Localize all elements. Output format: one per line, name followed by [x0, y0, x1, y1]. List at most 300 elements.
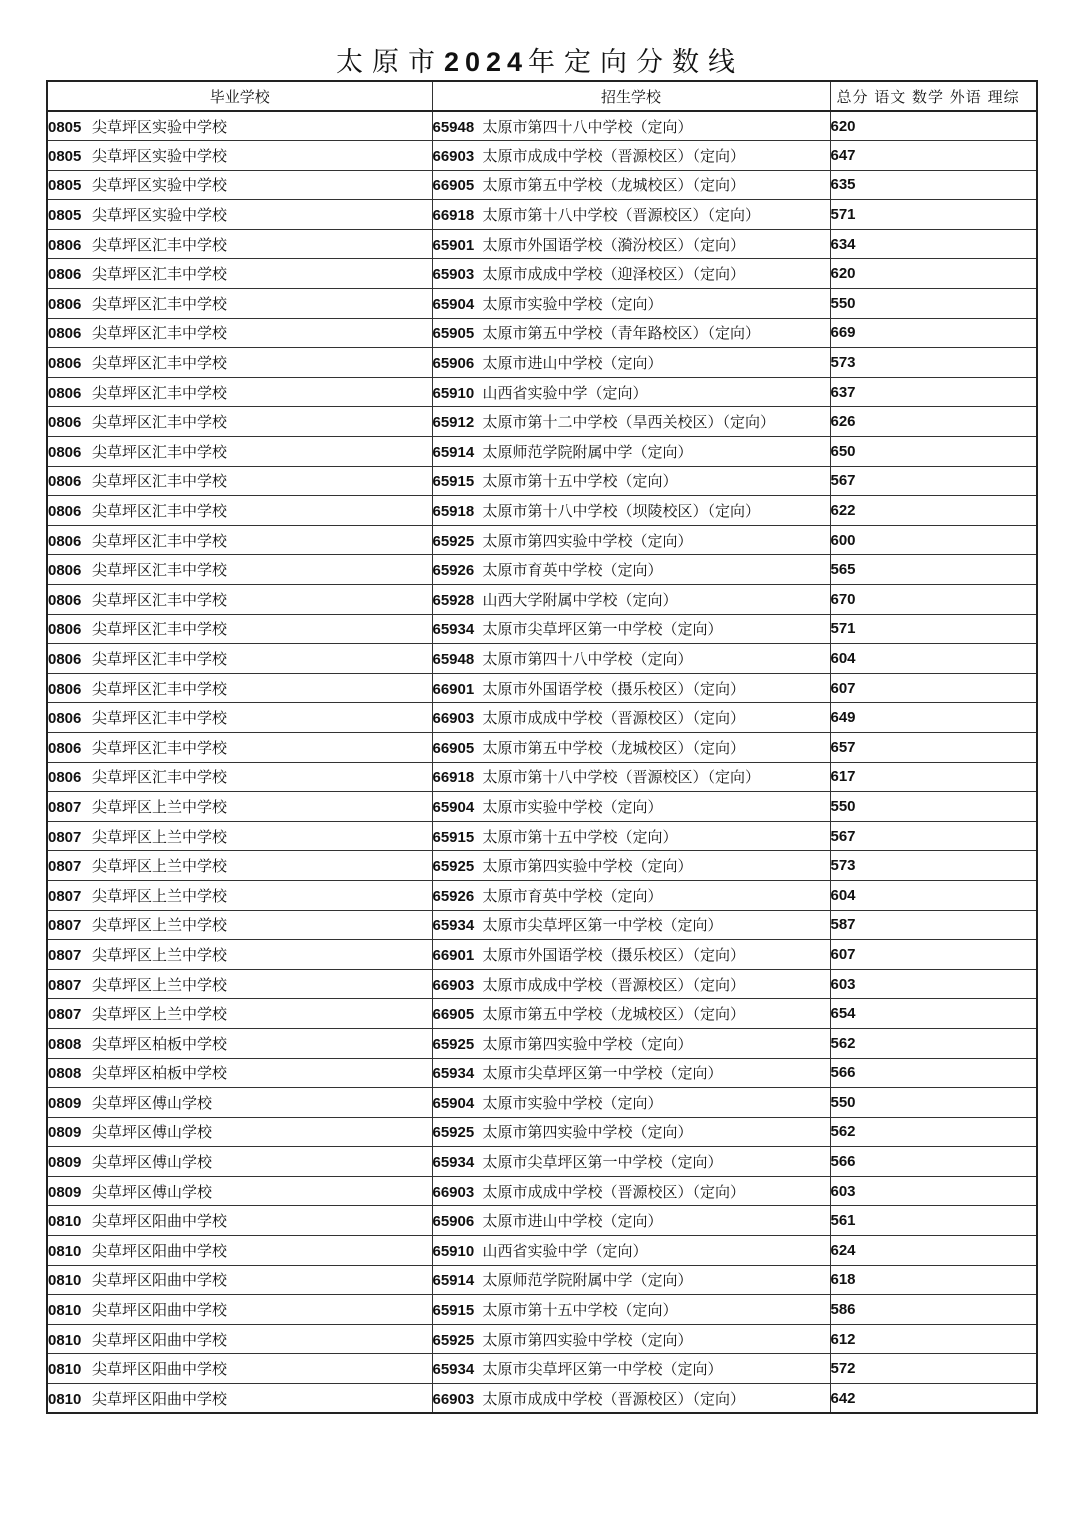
enroll-school-code: 66918 — [432, 207, 475, 225]
enroll-school-code: 65925 — [432, 532, 475, 550]
graduate-school-name: 尖草坪区汇丰中学校 — [92, 561, 228, 580]
total-score: 637 — [830, 377, 1037, 407]
enroll-school-name: 太原市进山中学校（定向） — [482, 1212, 663, 1231]
total-score: 624 — [830, 1236, 1037, 1266]
table-row — [47, 437, 1037, 467]
enroll-school-code: 66903 — [432, 147, 475, 165]
enroll-school-name: 太原市第四十八中学校（定向） — [482, 117, 693, 136]
enroll-school-cell — [432, 703, 830, 733]
graduate-school-name: 尖草坪区汇丰中学校 — [92, 679, 228, 698]
total-score: 573 — [830, 851, 1037, 881]
enroll-school-cell — [432, 1384, 830, 1414]
graduate-school-cell — [47, 673, 432, 703]
table-row — [47, 999, 1037, 1029]
enroll-school-cell — [432, 259, 830, 289]
graduate-school-code: 0806 — [48, 384, 82, 402]
enroll-school-code: 65915 — [432, 1302, 475, 1320]
graduate-school-cell — [47, 1176, 432, 1206]
graduate-school-code: 0806 — [48, 414, 82, 432]
enroll-school-name: 太原市成成中学校（晋源校区）（定向） — [482, 146, 746, 165]
table-row — [47, 289, 1037, 319]
graduate-school-cell — [47, 762, 432, 792]
graduate-school-code: 0806 — [48, 266, 82, 284]
enroll-school-name: 太原市育英中学校（定向） — [482, 561, 663, 580]
enroll-school-cell — [432, 555, 830, 585]
enroll-school-cell — [432, 111, 830, 141]
enroll-school-cell — [432, 1265, 830, 1295]
enroll-school-cell — [432, 1176, 830, 1206]
graduate-school-code: 0810 — [48, 1361, 82, 1379]
graduate-school-name: 尖草坪区上兰中学校 — [92, 886, 228, 905]
enroll-school-name: 太原市外国语学校（摄乐校区）（定向） — [482, 679, 746, 698]
enroll-school-code: 65904 — [432, 1094, 475, 1112]
graduate-school-cell — [47, 1324, 432, 1354]
total-score: 586 — [830, 1295, 1037, 1325]
enroll-school-name: 太原市第四实验中学校（定向） — [482, 1330, 693, 1349]
enroll-school-code: 66903 — [432, 976, 475, 994]
enroll-school-code: 65934 — [432, 1065, 475, 1083]
graduate-school-name: 尖草坪区汇丰中学校 — [92, 620, 228, 639]
table-row — [47, 910, 1037, 940]
enroll-school-code: 65934 — [432, 917, 475, 935]
enroll-school-cell — [432, 525, 830, 555]
enroll-school-code: 65914 — [432, 1272, 475, 1290]
graduate-school-name: 尖草坪区上兰中学校 — [92, 945, 228, 964]
enroll-school-cell — [432, 673, 830, 703]
graduate-school-code: 0806 — [48, 680, 82, 698]
graduate-school-name: 尖草坪区汇丰中学校 — [92, 354, 228, 373]
graduate-school-name: 尖草坪区汇丰中学校 — [92, 531, 228, 550]
enroll-school-cell — [432, 851, 830, 881]
total-score: 567 — [830, 466, 1037, 496]
graduate-school-code: 0809 — [48, 1094, 82, 1112]
enroll-school-cell — [432, 999, 830, 1029]
table-row — [47, 170, 1037, 200]
graduate-school-code: 0809 — [48, 1124, 82, 1142]
enroll-school-name: 太原市第四实验中学校（定向） — [482, 1123, 693, 1142]
title-year: 2024 — [443, 47, 529, 77]
table-row — [47, 1236, 1037, 1266]
graduate-school-code: 0807 — [48, 887, 82, 905]
total-score: 550 — [830, 289, 1037, 319]
graduate-school-code: 0806 — [48, 236, 82, 254]
enroll-school-cell — [432, 910, 830, 940]
table-row — [47, 792, 1037, 822]
graduate-school-name: 尖草坪区阳曲中学校 — [92, 1301, 228, 1320]
graduate-school-cell — [47, 229, 432, 259]
graduate-school-name: 尖草坪区阳曲中学校 — [92, 1271, 228, 1290]
table-row — [47, 1176, 1037, 1206]
enroll-school-name: 太原市尖草坪区第一中学校（定向） — [482, 1360, 723, 1379]
table-row — [47, 1028, 1037, 1058]
graduate-school-name: 尖草坪区上兰中学校 — [92, 827, 228, 846]
enroll-school-name: 太原市第十八中学校（坝陵校区）（定向） — [482, 502, 761, 521]
title-suffix: 年定向分数线 — [528, 47, 745, 78]
enroll-school-name: 太原市外国语学校（漪汾校区）（定向） — [482, 235, 746, 254]
graduate-school-code: 0805 — [48, 118, 82, 136]
graduate-school-code: 0806 — [48, 710, 82, 728]
table-row — [47, 821, 1037, 851]
header-scores: 总分 语文 数学 外语 理综 — [830, 81, 1037, 111]
graduate-school-cell — [47, 200, 432, 230]
graduate-school-code: 0807 — [48, 976, 82, 994]
graduate-school-name: 尖草坪区汇丰中学校 — [92, 649, 228, 668]
enroll-school-cell — [432, 644, 830, 674]
graduate-school-cell — [47, 496, 432, 526]
graduate-school-cell — [47, 880, 432, 910]
enroll-school-cell — [432, 1147, 830, 1177]
graduate-school-name: 尖草坪区上兰中学校 — [92, 1005, 228, 1024]
graduate-school-code: 0806 — [48, 295, 82, 313]
graduate-school-name: 尖草坪区上兰中学校 — [92, 797, 228, 816]
table-row — [47, 259, 1037, 289]
graduate-school-cell — [47, 821, 432, 851]
enroll-school-cell — [432, 496, 830, 526]
graduate-school-code: 0806 — [48, 591, 82, 609]
graduate-school-cell — [47, 999, 432, 1029]
enroll-school-code: 65901 — [432, 236, 475, 254]
graduate-school-name: 尖草坪区汇丰中学校 — [92, 709, 228, 728]
header-enroll-school: 招生学校 — [432, 81, 830, 111]
enroll-school-cell — [432, 466, 830, 496]
graduate-school-code: 0805 — [48, 147, 82, 165]
enroll-school-cell — [432, 170, 830, 200]
graduate-school-name: 尖草坪区汇丰中学校 — [92, 590, 228, 609]
table-row — [47, 969, 1037, 999]
graduate-school-cell — [47, 348, 432, 378]
enroll-school-name: 太原市第四实验中学校（定向） — [482, 857, 693, 876]
enroll-school-cell — [432, 1324, 830, 1354]
enroll-school-code: 65948 — [432, 118, 475, 136]
enroll-school-code: 66903 — [432, 710, 475, 728]
graduate-school-code: 0807 — [48, 798, 82, 816]
graduate-school-code: 0810 — [48, 1213, 82, 1231]
graduate-school-name: 尖草坪区柏板中学校 — [92, 1064, 228, 1083]
enroll-school-cell — [432, 437, 830, 467]
enroll-school-code: 65904 — [432, 295, 475, 313]
enroll-school-name: 太原市外国语学校（摄乐校区）（定向） — [482, 945, 746, 964]
enroll-school-cell — [432, 407, 830, 437]
enroll-school-name: 太原市第十五中学校（定向） — [482, 827, 678, 846]
graduate-school-cell — [47, 1206, 432, 1236]
enroll-school-code: 65928 — [432, 591, 475, 609]
graduate-school-code: 0807 — [48, 1006, 82, 1024]
graduate-school-cell — [47, 1088, 432, 1118]
enroll-school-code: 65906 — [432, 1213, 475, 1231]
total-score: 562 — [830, 1117, 1037, 1147]
graduate-school-cell — [47, 141, 432, 171]
graduate-school-cell — [47, 585, 432, 615]
enroll-school-cell — [432, 289, 830, 319]
graduate-school-name: 尖草坪区汇丰中学校 — [92, 472, 228, 491]
table-row — [47, 1147, 1037, 1177]
graduate-school-name: 尖草坪区傅山学校 — [92, 1153, 213, 1172]
enroll-school-name: 山西大学附属中学校（定向） — [482, 590, 678, 609]
graduate-school-code: 0808 — [48, 1065, 82, 1083]
table-row — [47, 348, 1037, 378]
total-score: 607 — [830, 940, 1037, 970]
enroll-school-code: 65934 — [432, 621, 475, 639]
total-score: 566 — [830, 1058, 1037, 1088]
table-row — [47, 141, 1037, 171]
table-row — [47, 496, 1037, 526]
graduate-school-cell — [47, 377, 432, 407]
total-score: 600 — [830, 525, 1037, 555]
graduate-school-cell — [47, 259, 432, 289]
enroll-school-code: 65912 — [432, 414, 475, 432]
enroll-school-cell — [432, 880, 830, 910]
total-score: 650 — [830, 437, 1037, 467]
enroll-school-name: 太原市第四实验中学校（定向） — [482, 1034, 693, 1053]
enroll-school-code: 66905 — [432, 1006, 475, 1024]
enroll-school-code: 66903 — [432, 1390, 475, 1408]
enroll-school-name: 山西省实验中学（定向） — [482, 383, 648, 402]
table-row — [47, 703, 1037, 733]
graduate-school-cell — [47, 732, 432, 762]
graduate-school-code: 0806 — [48, 355, 82, 373]
table-row — [47, 555, 1037, 585]
total-score: 587 — [830, 910, 1037, 940]
table-row — [47, 466, 1037, 496]
graduate-school-cell — [47, 969, 432, 999]
graduate-school-cell — [47, 910, 432, 940]
enroll-school-name: 太原市成成中学校（晋源校区）（定向） — [482, 975, 746, 994]
header-row — [47, 81, 1037, 111]
total-score: 620 — [830, 259, 1037, 289]
graduate-school-cell — [47, 318, 432, 348]
enroll-school-name: 太原市第四十八中学校（定向） — [482, 649, 693, 668]
graduate-school-name: 尖草坪区实验中学校 — [92, 176, 228, 195]
enroll-school-name: 太原市育英中学校（定向） — [482, 886, 663, 905]
total-score: 603 — [830, 969, 1037, 999]
total-score: 550 — [830, 1088, 1037, 1118]
total-score: 618 — [830, 1265, 1037, 1295]
enroll-school-cell — [432, 1236, 830, 1266]
enroll-school-code: 65925 — [432, 1331, 475, 1349]
enroll-school-code: 65934 — [432, 1154, 475, 1172]
graduate-school-name: 尖草坪区汇丰中学校 — [92, 442, 228, 461]
total-score: 669 — [830, 318, 1037, 348]
total-score: 550 — [830, 792, 1037, 822]
enroll-school-code: 65926 — [432, 887, 475, 905]
enroll-school-name: 太原市实验中学校（定向） — [482, 1093, 663, 1112]
table-row — [47, 1265, 1037, 1295]
graduate-school-cell — [47, 170, 432, 200]
enroll-school-cell — [432, 821, 830, 851]
enroll-school-code: 65905 — [432, 325, 475, 343]
graduate-school-code: 0810 — [48, 1242, 82, 1260]
table-row — [47, 1384, 1037, 1414]
enroll-school-name: 太原市第五中学校（龙城校区）（定向） — [482, 738, 746, 757]
table-row — [47, 762, 1037, 792]
total-score: 670 — [830, 585, 1037, 615]
enroll-school-code: 65903 — [432, 266, 475, 284]
enroll-school-code: 66918 — [432, 769, 475, 787]
enroll-school-name: 太原师范学院附属中学（定向） — [482, 1271, 693, 1290]
enroll-school-code: 66905 — [432, 739, 475, 757]
graduate-school-name: 尖草坪区阳曲中学校 — [92, 1330, 228, 1349]
graduate-school-cell — [47, 1147, 432, 1177]
table-row — [47, 732, 1037, 762]
graduate-school-cell — [47, 437, 432, 467]
total-score: 565 — [830, 555, 1037, 585]
enroll-school-code: 66903 — [432, 1183, 475, 1201]
enroll-school-cell — [432, 229, 830, 259]
enroll-school-cell — [432, 614, 830, 644]
graduate-school-cell — [47, 1028, 432, 1058]
enroll-school-cell — [432, 348, 830, 378]
graduate-school-name: 尖草坪区上兰中学校 — [92, 916, 228, 935]
graduate-school-code: 0809 — [48, 1183, 82, 1201]
graduate-school-name: 尖草坪区汇丰中学校 — [92, 768, 228, 787]
table-row — [47, 880, 1037, 910]
total-score: 603 — [830, 1176, 1037, 1206]
graduate-school-name: 尖草坪区汇丰中学校 — [92, 502, 228, 521]
title-prefix: 太原市 — [335, 47, 444, 78]
graduate-school-cell — [47, 1058, 432, 1088]
total-score: 566 — [830, 1147, 1037, 1177]
graduate-school-cell — [47, 1236, 432, 1266]
graduate-school-cell — [47, 1354, 432, 1384]
graduate-school-cell — [47, 555, 432, 585]
enroll-school-code: 65925 — [432, 858, 475, 876]
total-score: 647 — [830, 141, 1037, 171]
graduate-school-cell — [47, 407, 432, 437]
enroll-school-name: 太原市第十五中学校（定向） — [482, 472, 678, 491]
enroll-school-name: 太原市进山中学校（定向） — [482, 354, 663, 373]
graduate-school-cell — [47, 614, 432, 644]
enroll-school-code: 65915 — [432, 828, 475, 846]
total-score: 635 — [830, 170, 1037, 200]
enroll-school-code: 65904 — [432, 798, 475, 816]
graduate-school-code: 0807 — [48, 917, 82, 935]
enroll-school-name: 太原市第五中学校（龙城校区）（定向） — [482, 176, 746, 195]
enroll-school-code: 65918 — [432, 503, 475, 521]
header-graduate-school: 毕业学校 — [47, 81, 432, 111]
score-table — [46, 80, 1038, 1414]
table-row — [47, 1058, 1037, 1088]
graduate-school-name: 尖草坪区阳曲中学校 — [92, 1212, 228, 1231]
enroll-school-cell — [432, 762, 830, 792]
enroll-school-name: 太原市尖草坪区第一中学校（定向） — [482, 620, 723, 639]
graduate-school-name: 尖草坪区汇丰中学校 — [92, 738, 228, 757]
graduate-school-cell — [47, 111, 432, 141]
total-score: 573 — [830, 348, 1037, 378]
total-score: 604 — [830, 880, 1037, 910]
graduate-school-cell — [47, 703, 432, 733]
table-row — [47, 940, 1037, 970]
enroll-school-code: 66901 — [432, 680, 475, 698]
enroll-school-name: 太原市实验中学校（定向） — [482, 294, 663, 313]
graduate-school-cell — [47, 940, 432, 970]
table-row — [47, 673, 1037, 703]
graduate-school-code: 0806 — [48, 562, 82, 580]
enroll-school-name: 太原市第五中学校（青年路校区）（定向） — [482, 324, 761, 343]
table-row — [47, 1354, 1037, 1384]
table-row — [47, 229, 1037, 259]
total-score: 567 — [830, 821, 1037, 851]
enroll-school-cell — [432, 377, 830, 407]
graduate-school-name: 尖草坪区汇丰中学校 — [92, 413, 228, 432]
enroll-school-cell — [432, 1088, 830, 1118]
total-score: 649 — [830, 703, 1037, 733]
enroll-school-code: 65914 — [432, 443, 475, 461]
graduate-school-code: 0806 — [48, 503, 82, 521]
total-score: 626 — [830, 407, 1037, 437]
graduate-school-code: 0810 — [48, 1390, 82, 1408]
graduate-school-code: 0806 — [48, 739, 82, 757]
total-score: 634 — [830, 229, 1037, 259]
total-score: 654 — [830, 999, 1037, 1029]
graduate-school-code: 0806 — [48, 473, 82, 491]
table-row — [47, 200, 1037, 230]
graduate-school-code: 0810 — [48, 1331, 82, 1349]
graduate-school-cell — [47, 466, 432, 496]
enroll-school-code: 65915 — [432, 473, 475, 491]
graduate-school-code: 0808 — [48, 1035, 82, 1053]
table-row — [47, 1088, 1037, 1118]
graduate-school-name: 尖草坪区实验中学校 — [92, 206, 228, 225]
table-row — [47, 1295, 1037, 1325]
graduate-school-name: 尖草坪区柏板中学校 — [92, 1034, 228, 1053]
total-score: 642 — [830, 1384, 1037, 1414]
enroll-school-name: 太原市成成中学校（晋源校区）（定向） — [482, 1389, 746, 1408]
table-row — [47, 614, 1037, 644]
graduate-school-code: 0806 — [48, 621, 82, 639]
table-row — [47, 377, 1037, 407]
table-row — [47, 525, 1037, 555]
graduate-school-code: 0807 — [48, 946, 82, 964]
enroll-school-name: 太原市成成中学校（迎泽校区）（定向） — [482, 265, 746, 284]
table-row — [47, 1206, 1037, 1236]
graduate-school-name: 尖草坪区汇丰中学校 — [92, 294, 228, 313]
enroll-school-cell — [432, 1117, 830, 1147]
graduate-school-cell — [47, 525, 432, 555]
graduate-school-code: 0807 — [48, 828, 82, 846]
graduate-school-name: 尖草坪区实验中学校 — [92, 117, 228, 136]
enroll-school-cell — [432, 792, 830, 822]
table-row — [47, 111, 1037, 141]
graduate-school-cell — [47, 1117, 432, 1147]
graduate-school-cell — [47, 792, 432, 822]
enroll-school-cell — [432, 585, 830, 615]
enroll-school-name: 山西省实验中学（定向） — [482, 1241, 648, 1260]
enroll-school-name: 太原市成成中学校（晋源校区）（定向） — [482, 1182, 746, 1201]
graduate-school-code: 0807 — [48, 858, 82, 876]
table-row — [47, 1324, 1037, 1354]
graduate-school-name: 尖草坪区实验中学校 — [92, 146, 228, 165]
total-score: 620 — [830, 111, 1037, 141]
total-score: 617 — [830, 762, 1037, 792]
enroll-school-cell — [432, 1206, 830, 1236]
enroll-school-cell — [432, 732, 830, 762]
graduate-school-code: 0810 — [48, 1272, 82, 1290]
enroll-school-code: 65934 — [432, 1361, 475, 1379]
enroll-school-name: 太原市成成中学校（晋源校区）（定向） — [482, 709, 746, 728]
total-score: 571 — [830, 200, 1037, 230]
total-score: 604 — [830, 644, 1037, 674]
graduate-school-name: 尖草坪区汇丰中学校 — [92, 235, 228, 254]
enroll-school-name: 太原市第十八中学校（晋源校区）（定向） — [482, 206, 761, 225]
enroll-school-name: 太原市实验中学校（定向） — [482, 797, 663, 816]
graduate-school-code: 0805 — [48, 207, 82, 225]
enroll-school-name: 太原市第四实验中学校（定向） — [482, 531, 693, 550]
graduate-school-cell — [47, 644, 432, 674]
graduate-school-name: 尖草坪区傅山学校 — [92, 1123, 213, 1142]
graduate-school-code: 0806 — [48, 769, 82, 787]
enroll-school-name: 太原市尖草坪区第一中学校（定向） — [482, 1064, 723, 1083]
graduate-school-cell — [47, 1384, 432, 1414]
